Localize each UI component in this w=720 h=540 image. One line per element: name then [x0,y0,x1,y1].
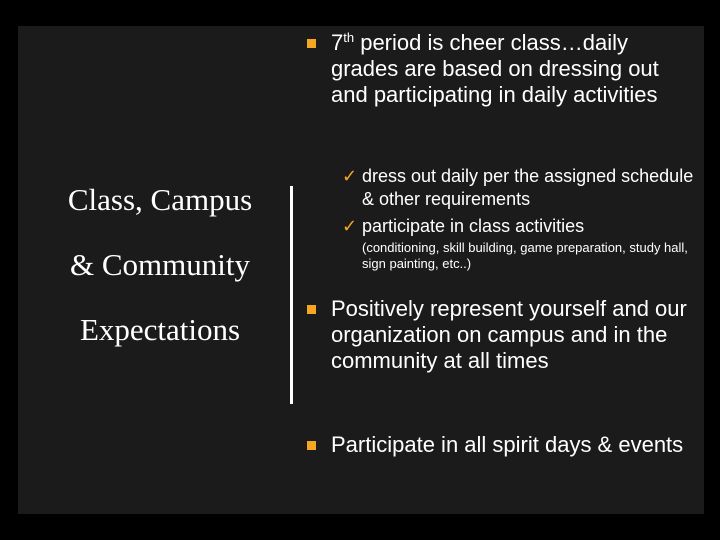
square-bullet-icon [307,441,316,450]
bullet-2-text: Positively represent yourself and our organization on campus and in the community at all times [331,296,687,373]
activities-note: (conditioning, skill building, game preparation, study hall, sign painting, etc..) [362,240,688,271]
title-line-1: Class, Campus [67,182,253,217]
slide-title [40,184,280,345]
bullet-3-text: Participate in all spirit days & events [331,432,684,457]
sub-bullet-2-text: participate in class activities [362,216,585,236]
checkmark-icon: ✓ [342,166,358,186]
sub-bullet-1-text: dress out daily per the assigned schedule & other requirements [362,166,694,209]
title-line-3: Expectations [79,312,241,347]
title-line-2: & Community [70,247,250,282]
sub-bullet-dress-out [342,165,702,211]
bullet-1-text: period is cheer class…daily grades are based on dressing out and participating in daily activities [331,30,659,107]
bullet-1-superscript: th [343,30,355,45]
vertical-divider [290,186,293,404]
square-bullet-icon [307,305,316,314]
bullet-cheer-class [331,30,701,108]
bullet-represent [331,296,701,374]
sub-bullet-participate [342,215,702,238]
checkmark-icon: ✓ [342,216,358,236]
square-bullet-icon [307,39,316,48]
bullet-spirit-days [331,432,701,458]
bullet-1-prefix: 7 [331,30,344,55]
slide [18,26,704,514]
